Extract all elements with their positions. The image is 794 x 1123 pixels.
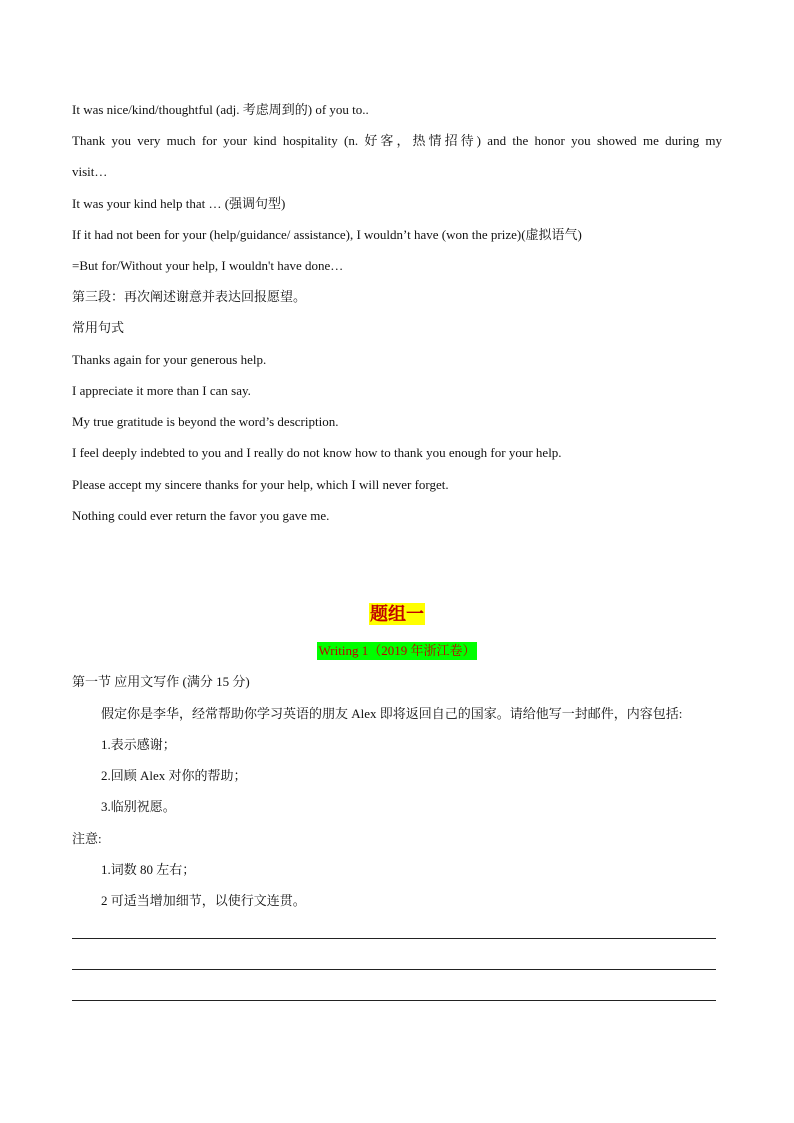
section3-heading: 第三段：再次阐述谢意并表达回报愿望。	[72, 289, 307, 304]
group-title-wrap	[0, 603, 794, 625]
answer-line[interactable]	[72, 969, 716, 970]
phrase-line: It was nice/kind/thoughtful (adj. 考虑周到的) of you to..	[72, 102, 369, 117]
phrase-line: visit…	[72, 164, 108, 179]
phrase-line: It was your kind help that … (强调句型)	[72, 196, 286, 211]
prompt-point: 2.回顾 Alex 对你的帮助；	[101, 768, 247, 783]
prompt-point: 1.表示感谢；	[101, 737, 176, 752]
sentence-line: Thanks again for your generous help.	[72, 352, 267, 367]
section3-label: 常用句式	[72, 320, 125, 335]
answer-line[interactable]	[72, 938, 716, 939]
exercise-subtitle: Writing 1（2019 年浙江卷）	[318, 643, 476, 658]
note-item: 2 可适当增加细节，以使行文连贯。	[101, 893, 306, 908]
sentence-line: Please accept my sincere thanks for your help, which I will never forget.	[72, 477, 449, 492]
prompt-point: 3.临别祝愿。	[101, 799, 176, 814]
group-title: 题组一	[370, 604, 424, 624]
section-label: 第一节 应用文写作 (满分 15 分)	[72, 674, 250, 689]
sentence-line: I feel deeply indebted to you and I really do not know how to thank you enough for your help.	[72, 445, 562, 460]
subtitle-wrap	[0, 642, 794, 660]
sentence-line: My true gratitude is beyond the word’s description.	[72, 414, 339, 429]
writing-prompt: 假定你是李华，经常帮助你学习英语的朋友 Alex 即将返回自己的国家。请给他写一封邮件，内容包括:	[101, 706, 683, 721]
note-item: 1.词数 80 左右；	[101, 862, 196, 877]
sentence-line: I appreciate it more than I can say.	[72, 383, 251, 398]
phrase-line: If it had not been for your (help/guidance/ assistance), I wouldn’t have (won the prize)(虚拟语气)	[72, 227, 582, 242]
sentence-line: Nothing could ever return the favor you gave me.	[72, 508, 330, 523]
phrase-line: Thank you very much for your kind hospitality (n. 好客，热情招待) and the honor you showed me during my	[72, 133, 722, 148]
answer-line[interactable]	[72, 1000, 716, 1001]
notes-label: 注意:	[72, 831, 102, 846]
phrase-line: =But for/Without your help, I wouldn't have done…	[72, 258, 344, 273]
